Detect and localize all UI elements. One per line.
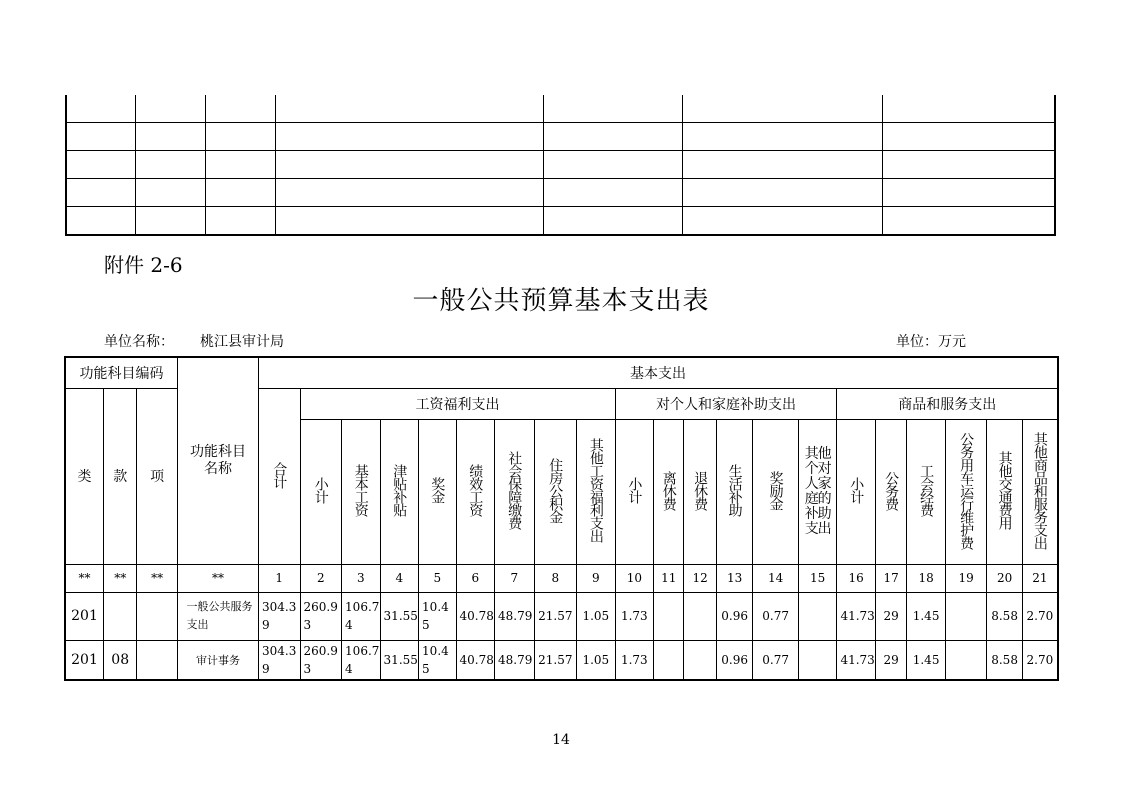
value-cell: 41.73 xyxy=(837,640,876,680)
num-cell: 16 xyxy=(837,564,876,592)
value-cell: 1.05 xyxy=(577,592,616,640)
previous-table-fragment xyxy=(65,95,1056,236)
num-cell: 8 xyxy=(534,564,577,592)
unit-name-value: 桃江县审计局 xyxy=(200,334,284,350)
value-cell: 1.73 xyxy=(615,640,654,680)
basic-expense-header: 基本支出 xyxy=(258,357,1058,388)
value-cell: 8.58 xyxy=(987,640,1022,680)
value-cell: 1.05 xyxy=(577,640,616,680)
value-cell: 29 xyxy=(875,640,906,680)
value-cell xyxy=(684,640,716,680)
table-row xyxy=(66,151,1055,179)
value-cell: 260.93 xyxy=(300,592,342,640)
value-cell: 0.96 xyxy=(716,640,752,680)
xiang-cell xyxy=(137,592,178,640)
num-cell: 14 xyxy=(753,564,799,592)
table-row xyxy=(66,179,1055,207)
num-cell: 15 xyxy=(798,564,837,592)
mark-cell: ** xyxy=(104,564,137,592)
col-header: 其他交通费用 xyxy=(987,419,1022,564)
num-cell: 21 xyxy=(1022,564,1058,592)
budget-expense-table xyxy=(64,356,1059,681)
num-cell: 2 xyxy=(300,564,342,592)
num-cell: 17 xyxy=(875,564,906,592)
col-header: 公务费 xyxy=(875,419,906,564)
value-cell: 10.45 xyxy=(419,640,456,680)
value-cell: 2.70 xyxy=(1022,640,1058,680)
value-cell xyxy=(654,592,684,640)
num-cell: 9 xyxy=(577,564,616,592)
value-cell: 41.73 xyxy=(837,592,876,640)
value-cell: 10.45 xyxy=(419,592,456,640)
value-cell: 304.39 xyxy=(258,592,300,640)
num-cell: 20 xyxy=(987,564,1022,592)
num-cell: 12 xyxy=(684,564,716,592)
col-header: 小计 xyxy=(837,419,876,564)
kuan-header: 款 xyxy=(104,388,137,564)
name-cell: 审计事务 xyxy=(177,640,258,680)
table-row xyxy=(65,592,1058,640)
wage-group-header: 工资福利支出 xyxy=(300,388,615,419)
num-cell: 7 xyxy=(495,564,535,592)
attachment-label: 附件 2-6 xyxy=(104,253,183,277)
value-cell xyxy=(654,640,684,680)
personal-group-header: 对个人和家庭补助支出 xyxy=(615,388,837,419)
num-cell: 19 xyxy=(945,564,987,592)
func-name-header: 功能科目名称 xyxy=(177,357,258,564)
col-header: 津贴补贴 xyxy=(380,419,419,564)
name-cell: 一般公共服务支出 xyxy=(177,592,258,640)
value-cell xyxy=(798,640,837,680)
num-cell: 5 xyxy=(419,564,456,592)
table-row xyxy=(66,123,1055,151)
col-header: 基本工资 xyxy=(342,419,381,564)
value-cell: 304.39 xyxy=(258,640,300,680)
table-row xyxy=(66,95,1055,123)
col-header: 工会经费 xyxy=(907,419,946,564)
xiang-cell xyxy=(137,640,178,680)
col-header: 其他工资福利支出 xyxy=(577,419,616,564)
value-cell xyxy=(684,592,716,640)
col-header: 住房公积金 xyxy=(534,419,577,564)
col-header: 退休费 xyxy=(684,419,716,564)
value-cell xyxy=(798,592,837,640)
mark-cell: ** xyxy=(65,564,104,592)
value-cell: 48.79 xyxy=(495,640,535,680)
lei-cell: 201 xyxy=(65,640,104,680)
unit-name-label: 单位名称： xyxy=(104,334,174,350)
lei-cell: 201 xyxy=(65,592,104,640)
value-cell: 21.57 xyxy=(534,592,577,640)
col-header: 小计 xyxy=(615,419,654,564)
num-cell: 10 xyxy=(615,564,654,592)
value-cell: 1.45 xyxy=(907,592,946,640)
page-number: 14 xyxy=(552,732,570,748)
col-header: 公务用车运行维护费 xyxy=(945,419,987,564)
num-cell: 11 xyxy=(654,564,684,592)
num-cell: 4 xyxy=(380,564,419,592)
value-cell: 2.70 xyxy=(1022,592,1058,640)
value-cell: 21.57 xyxy=(534,640,577,680)
col-header: 其他商品和服务支出 xyxy=(1022,419,1058,564)
col-header: 其他个对人家庭的补助支出 xyxy=(798,419,837,564)
value-cell: 0.77 xyxy=(753,640,799,680)
col-header: 离休费 xyxy=(654,419,684,564)
func-code-header: 功能科目编码 xyxy=(65,357,177,388)
unit-label: 单位：万元 xyxy=(896,334,966,350)
value-cell xyxy=(945,640,987,680)
col-header: 绩效工资 xyxy=(456,419,495,564)
num-cell: 18 xyxy=(907,564,946,592)
value-cell: 1.73 xyxy=(615,592,654,640)
kuan-cell: 08 xyxy=(104,640,137,680)
value-cell: 31.55 xyxy=(380,592,419,640)
table-row xyxy=(65,640,1058,680)
value-cell: 106.74 xyxy=(342,640,381,680)
total-header: 合计 xyxy=(258,388,300,564)
xiang-header: 项 xyxy=(137,388,178,564)
value-cell: 40.78 xyxy=(456,640,495,680)
col-header: 生活补助 xyxy=(716,419,752,564)
value-cell: 31.55 xyxy=(380,640,419,680)
num-cell: 6 xyxy=(456,564,495,592)
col-header: 社会保障缴费 xyxy=(495,419,535,564)
table-row xyxy=(66,207,1055,236)
value-cell: 260.93 xyxy=(300,640,342,680)
mark-cell: ** xyxy=(177,564,258,592)
value-cell: 0.77 xyxy=(753,592,799,640)
page-title: 一般公共预算基本支出表 xyxy=(412,286,710,316)
num-cell: 13 xyxy=(716,564,752,592)
kuan-cell xyxy=(104,592,137,640)
value-cell: 106.74 xyxy=(342,592,381,640)
mark-cell: ** xyxy=(137,564,178,592)
column-number-row xyxy=(65,564,1058,592)
value-cell: 48.79 xyxy=(495,592,535,640)
value-cell: 29 xyxy=(875,592,906,640)
lei-header: 类 xyxy=(65,388,104,564)
value-cell: 8.58 xyxy=(987,592,1022,640)
value-cell: 40.78 xyxy=(456,592,495,640)
goods-group-header: 商品和服务支出 xyxy=(837,388,1058,419)
value-cell: 0.96 xyxy=(716,592,752,640)
value-cell xyxy=(945,592,987,640)
num-cell: 3 xyxy=(342,564,381,592)
header-row-1 xyxy=(65,357,1058,388)
col-header: 奖金 xyxy=(419,419,456,564)
col-header: 小计 xyxy=(300,419,342,564)
num-cell: 1 xyxy=(258,564,300,592)
col-header: 奖励金 xyxy=(753,419,799,564)
value-cell: 1.45 xyxy=(907,640,946,680)
